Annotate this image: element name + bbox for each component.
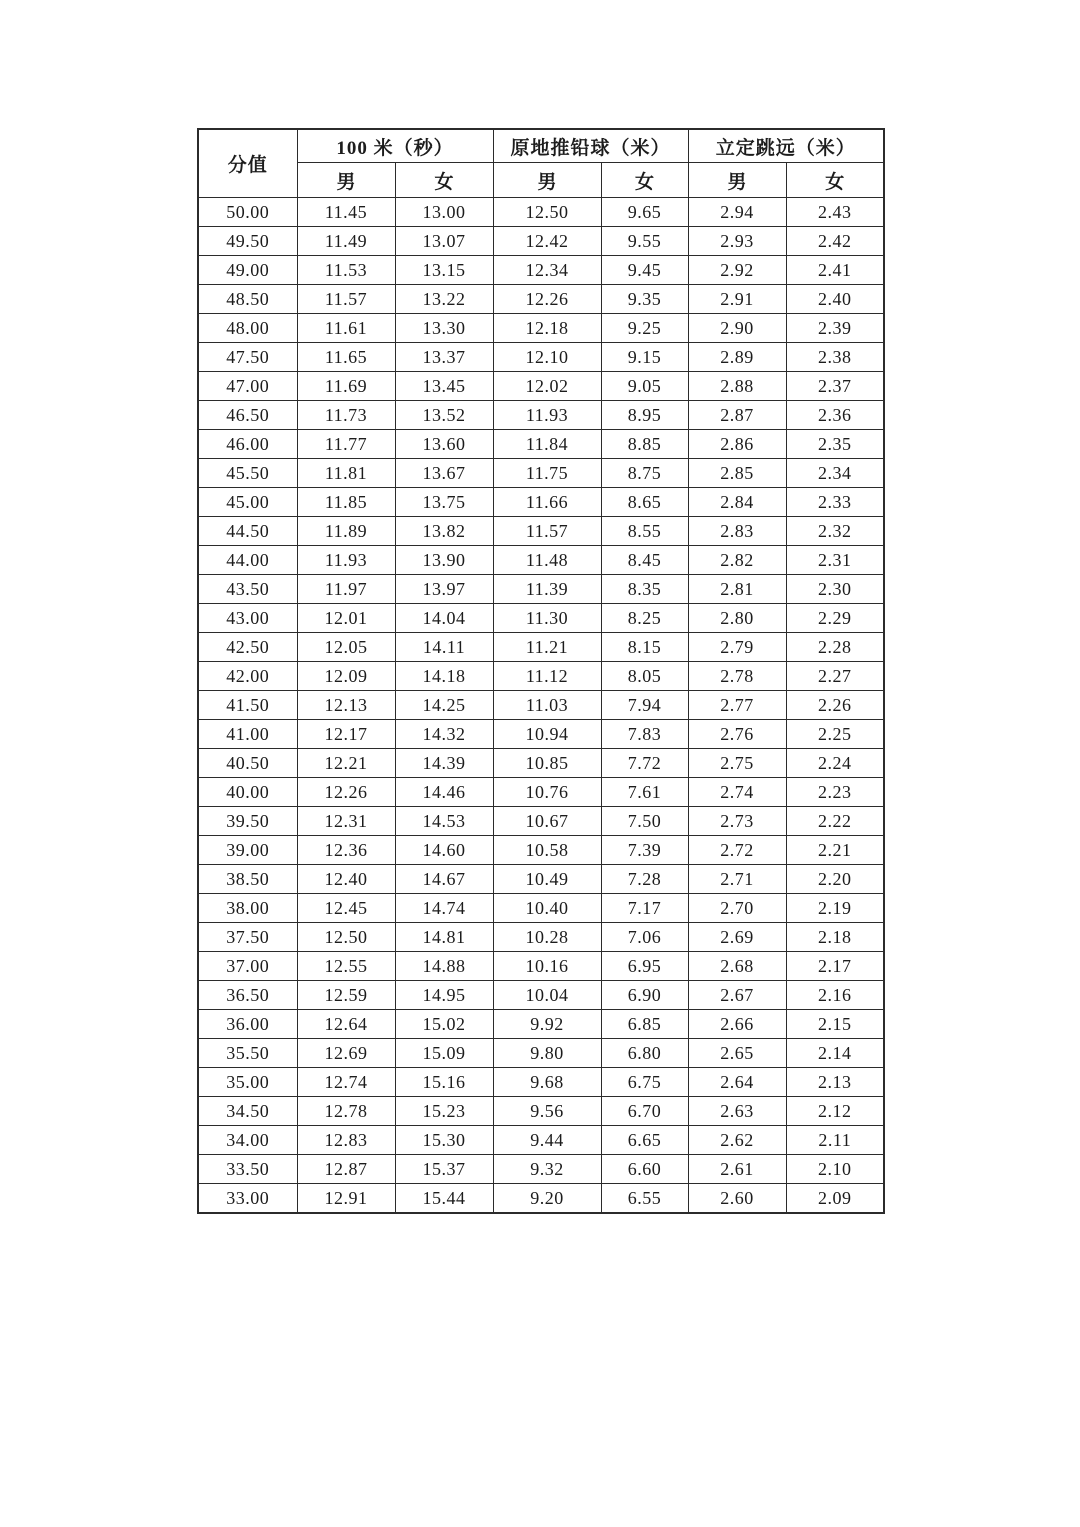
- value-cell: 15.44: [395, 1184, 493, 1214]
- value-cell: 2.86: [688, 430, 786, 459]
- score-cell: 33.50: [198, 1155, 297, 1184]
- value-cell: 2.42: [786, 227, 884, 256]
- value-cell: 2.20: [786, 865, 884, 894]
- value-cell: 13.07: [395, 227, 493, 256]
- value-cell: 11.75: [493, 459, 601, 488]
- value-cell: 12.26: [493, 285, 601, 314]
- value-cell: 2.25: [786, 720, 884, 749]
- value-cell: 11.77: [297, 430, 395, 459]
- value-cell: 6.80: [601, 1039, 688, 1068]
- value-cell: 12.83: [297, 1126, 395, 1155]
- value-cell: 12.42: [493, 227, 601, 256]
- table-row: [198, 604, 884, 633]
- score-cell: 43.50: [198, 575, 297, 604]
- value-cell: 12.05: [297, 633, 395, 662]
- value-cell: 9.65: [601, 198, 688, 227]
- value-cell: 8.55: [601, 517, 688, 546]
- value-cell: 10.67: [493, 807, 601, 836]
- score-cell: 47.50: [198, 343, 297, 372]
- value-cell: 2.90: [688, 314, 786, 343]
- value-cell: 11.03: [493, 691, 601, 720]
- value-cell: 12.91: [297, 1184, 395, 1214]
- value-cell: 9.15: [601, 343, 688, 372]
- value-cell: 2.27: [786, 662, 884, 691]
- value-cell: 2.82: [688, 546, 786, 575]
- score-cell: 34.00: [198, 1126, 297, 1155]
- table-row: [198, 517, 884, 546]
- score-cell: 42.00: [198, 662, 297, 691]
- value-cell: 10.40: [493, 894, 601, 923]
- value-cell: 2.23: [786, 778, 884, 807]
- value-cell: 12.13: [297, 691, 395, 720]
- score-cell: 36.00: [198, 1010, 297, 1039]
- value-cell: 8.75: [601, 459, 688, 488]
- value-cell: 7.83: [601, 720, 688, 749]
- value-cell: 14.67: [395, 865, 493, 894]
- value-cell: 2.10: [786, 1155, 884, 1184]
- value-cell: 2.79: [688, 633, 786, 662]
- value-cell: 7.50: [601, 807, 688, 836]
- score-cell: 38.50: [198, 865, 297, 894]
- value-cell: 2.14: [786, 1039, 884, 1068]
- score-cell: 41.50: [198, 691, 297, 720]
- value-cell: 2.13: [786, 1068, 884, 1097]
- value-cell: 2.77: [688, 691, 786, 720]
- table-row: [198, 285, 884, 314]
- value-cell: 13.52: [395, 401, 493, 430]
- value-cell: 6.60: [601, 1155, 688, 1184]
- table-row: [198, 1068, 884, 1097]
- value-cell: 2.12: [786, 1097, 884, 1126]
- value-cell: 13.97: [395, 575, 493, 604]
- score-cell: 49.50: [198, 227, 297, 256]
- table-row: [198, 1010, 884, 1039]
- value-cell: 13.15: [395, 256, 493, 285]
- value-cell: 13.37: [395, 343, 493, 372]
- header-longjump-female: 女: [786, 163, 884, 198]
- score-cell: 43.00: [198, 604, 297, 633]
- value-cell: 14.32: [395, 720, 493, 749]
- value-cell: 12.55: [297, 952, 395, 981]
- value-cell: 9.45: [601, 256, 688, 285]
- score-cell: 40.50: [198, 749, 297, 778]
- value-cell: 9.35: [601, 285, 688, 314]
- value-cell: 2.22: [786, 807, 884, 836]
- value-cell: 2.73: [688, 807, 786, 836]
- value-cell: 2.71: [688, 865, 786, 894]
- value-cell: 2.21: [786, 836, 884, 865]
- value-cell: 12.36: [297, 836, 395, 865]
- score-cell: 39.50: [198, 807, 297, 836]
- table-row: [198, 227, 884, 256]
- table-row: [198, 981, 884, 1010]
- value-cell: 2.41: [786, 256, 884, 285]
- value-cell: 10.28: [493, 923, 601, 952]
- value-cell: 6.85: [601, 1010, 688, 1039]
- header-100m-male: 男: [297, 163, 395, 198]
- value-cell: 9.05: [601, 372, 688, 401]
- value-cell: 8.35: [601, 575, 688, 604]
- score-cell: 41.00: [198, 720, 297, 749]
- value-cell: 13.67: [395, 459, 493, 488]
- value-cell: 13.75: [395, 488, 493, 517]
- score-cell: 34.50: [198, 1097, 297, 1126]
- table-row: [198, 691, 884, 720]
- table-row: [198, 459, 884, 488]
- value-cell: 2.31: [786, 546, 884, 575]
- value-cell: 2.68: [688, 952, 786, 981]
- value-cell: 13.22: [395, 285, 493, 314]
- value-cell: 12.50: [493, 198, 601, 227]
- value-cell: 2.33: [786, 488, 884, 517]
- value-cell: 8.85: [601, 430, 688, 459]
- value-cell: 2.75: [688, 749, 786, 778]
- value-cell: 2.40: [786, 285, 884, 314]
- value-cell: 2.09: [786, 1184, 884, 1214]
- value-cell: 11.57: [493, 517, 601, 546]
- value-cell: 11.73: [297, 401, 395, 430]
- value-cell: 11.81: [297, 459, 395, 488]
- value-cell: 2.92: [688, 256, 786, 285]
- value-cell: 6.65: [601, 1126, 688, 1155]
- value-cell: 10.04: [493, 981, 601, 1010]
- value-cell: 7.39: [601, 836, 688, 865]
- table-row: [198, 952, 884, 981]
- header-longjump-male: 男: [688, 163, 786, 198]
- value-cell: 2.26: [786, 691, 884, 720]
- value-cell: 12.78: [297, 1097, 395, 1126]
- value-cell: 14.74: [395, 894, 493, 923]
- table-row: [198, 343, 884, 372]
- value-cell: 2.16: [786, 981, 884, 1010]
- value-cell: 15.16: [395, 1068, 493, 1097]
- value-cell: 2.17: [786, 952, 884, 981]
- value-cell: 7.61: [601, 778, 688, 807]
- header-sub-row: [198, 163, 884, 198]
- value-cell: 2.63: [688, 1097, 786, 1126]
- value-cell: 11.65: [297, 343, 395, 372]
- value-cell: 14.18: [395, 662, 493, 691]
- value-cell: 12.10: [493, 343, 601, 372]
- score-cell: 47.00: [198, 372, 297, 401]
- score-cell: 50.00: [198, 198, 297, 227]
- value-cell: 9.32: [493, 1155, 601, 1184]
- score-cell: 45.00: [198, 488, 297, 517]
- value-cell: 8.45: [601, 546, 688, 575]
- value-cell: 7.28: [601, 865, 688, 894]
- score-cell: 46.50: [198, 401, 297, 430]
- value-cell: 11.89: [297, 517, 395, 546]
- value-cell: 2.32: [786, 517, 884, 546]
- value-cell: 6.95: [601, 952, 688, 981]
- table-body: [198, 198, 884, 1214]
- value-cell: 11.93: [297, 546, 395, 575]
- table-row: [198, 749, 884, 778]
- table-row: [198, 894, 884, 923]
- value-cell: 2.88: [688, 372, 786, 401]
- value-cell: 12.64: [297, 1010, 395, 1039]
- value-cell: 7.06: [601, 923, 688, 952]
- value-cell: 10.76: [493, 778, 601, 807]
- value-cell: 9.92: [493, 1010, 601, 1039]
- value-cell: 11.66: [493, 488, 601, 517]
- value-cell: 9.25: [601, 314, 688, 343]
- value-cell: 10.58: [493, 836, 601, 865]
- value-cell: 2.74: [688, 778, 786, 807]
- value-cell: 2.80: [688, 604, 786, 633]
- value-cell: 11.49: [297, 227, 395, 256]
- value-cell: 2.39: [786, 314, 884, 343]
- score-cell: 33.00: [198, 1184, 297, 1214]
- value-cell: 11.12: [493, 662, 601, 691]
- value-cell: 7.17: [601, 894, 688, 923]
- score-cell: 39.00: [198, 836, 297, 865]
- value-cell: 12.59: [297, 981, 395, 1010]
- table-row: [198, 633, 884, 662]
- value-cell: 2.60: [688, 1184, 786, 1214]
- value-cell: 2.72: [688, 836, 786, 865]
- value-cell: 2.70: [688, 894, 786, 923]
- value-cell: 6.55: [601, 1184, 688, 1214]
- score-cell: 40.00: [198, 778, 297, 807]
- score-cell: 42.50: [198, 633, 297, 662]
- header-group-row: [198, 129, 884, 163]
- value-cell: 14.81: [395, 923, 493, 952]
- table-row: [198, 546, 884, 575]
- score-cell: 37.00: [198, 952, 297, 981]
- header-100m-female: 女: [395, 163, 493, 198]
- value-cell: 13.30: [395, 314, 493, 343]
- score-cell: 48.00: [198, 314, 297, 343]
- value-cell: 2.18: [786, 923, 884, 952]
- value-cell: 13.45: [395, 372, 493, 401]
- value-cell: 10.85: [493, 749, 601, 778]
- value-cell: 2.64: [688, 1068, 786, 1097]
- value-cell: 2.62: [688, 1126, 786, 1155]
- value-cell: 2.35: [786, 430, 884, 459]
- table-row: [198, 372, 884, 401]
- value-cell: 14.95: [395, 981, 493, 1010]
- value-cell: 12.31: [297, 807, 395, 836]
- value-cell: 15.09: [395, 1039, 493, 1068]
- value-cell: 13.60: [395, 430, 493, 459]
- value-cell: 14.25: [395, 691, 493, 720]
- value-cell: 11.39: [493, 575, 601, 604]
- table-row: [198, 662, 884, 691]
- value-cell: 11.84: [493, 430, 601, 459]
- score-cell: 35.50: [198, 1039, 297, 1068]
- value-cell: 14.39: [395, 749, 493, 778]
- value-cell: 6.90: [601, 981, 688, 1010]
- value-cell: 2.43: [786, 198, 884, 227]
- table-row: [198, 314, 884, 343]
- header-100m: 100 米（秒）: [297, 129, 493, 163]
- table-row: [198, 575, 884, 604]
- table-row: [198, 923, 884, 952]
- value-cell: 15.23: [395, 1097, 493, 1126]
- value-cell: 2.89: [688, 343, 786, 372]
- table-row: [198, 488, 884, 517]
- table-row: [198, 836, 884, 865]
- value-cell: 12.17: [297, 720, 395, 749]
- score-cell: 44.00: [198, 546, 297, 575]
- value-cell: 2.28: [786, 633, 884, 662]
- value-cell: 9.68: [493, 1068, 601, 1097]
- table-row: [198, 865, 884, 894]
- value-cell: 12.21: [297, 749, 395, 778]
- value-cell: 12.74: [297, 1068, 395, 1097]
- table-row: [198, 1039, 884, 1068]
- table-row: [198, 1184, 884, 1214]
- value-cell: 2.87: [688, 401, 786, 430]
- value-cell: 2.76: [688, 720, 786, 749]
- value-cell: 11.97: [297, 575, 395, 604]
- value-cell: 8.95: [601, 401, 688, 430]
- value-cell: 2.66: [688, 1010, 786, 1039]
- value-cell: 15.37: [395, 1155, 493, 1184]
- header-shotput-male: 男: [493, 163, 601, 198]
- table-row: [198, 256, 884, 285]
- header-shotput: 原地推铅球（米）: [493, 129, 688, 163]
- value-cell: 12.34: [493, 256, 601, 285]
- value-cell: 11.30: [493, 604, 601, 633]
- value-cell: 8.15: [601, 633, 688, 662]
- score-cell: 46.00: [198, 430, 297, 459]
- value-cell: 2.24: [786, 749, 884, 778]
- value-cell: 2.69: [688, 923, 786, 952]
- value-cell: 7.94: [601, 691, 688, 720]
- value-cell: 11.85: [297, 488, 395, 517]
- value-cell: 12.87: [297, 1155, 395, 1184]
- value-cell: 13.00: [395, 198, 493, 227]
- value-cell: 6.75: [601, 1068, 688, 1097]
- table-row: [198, 1126, 884, 1155]
- value-cell: 15.02: [395, 1010, 493, 1039]
- value-cell: 7.72: [601, 749, 688, 778]
- value-cell: 11.45: [297, 198, 395, 227]
- value-cell: 14.60: [395, 836, 493, 865]
- value-cell: 12.40: [297, 865, 395, 894]
- value-cell: 9.55: [601, 227, 688, 256]
- score-cell: 45.50: [198, 459, 297, 488]
- score-cell: 35.00: [198, 1068, 297, 1097]
- value-cell: 2.83: [688, 517, 786, 546]
- value-cell: 11.53: [297, 256, 395, 285]
- value-cell: 12.69: [297, 1039, 395, 1068]
- value-cell: 11.61: [297, 314, 395, 343]
- value-cell: 2.94: [688, 198, 786, 227]
- table-row: [198, 720, 884, 749]
- value-cell: 2.29: [786, 604, 884, 633]
- value-cell: 10.94: [493, 720, 601, 749]
- value-cell: 8.05: [601, 662, 688, 691]
- value-cell: 2.19: [786, 894, 884, 923]
- value-cell: 14.88: [395, 952, 493, 981]
- value-cell: 2.78: [688, 662, 786, 691]
- value-cell: 12.45: [297, 894, 395, 923]
- value-cell: 14.53: [395, 807, 493, 836]
- table-row: [198, 1155, 884, 1184]
- value-cell: 2.91: [688, 285, 786, 314]
- table-row: [198, 430, 884, 459]
- value-cell: 12.09: [297, 662, 395, 691]
- value-cell: 2.38: [786, 343, 884, 372]
- value-cell: 11.57: [297, 285, 395, 314]
- score-table: [197, 128, 885, 1214]
- value-cell: 14.04: [395, 604, 493, 633]
- header-longjump: 立定跳远（米）: [688, 129, 884, 163]
- value-cell: 8.25: [601, 604, 688, 633]
- value-cell: 13.90: [395, 546, 493, 575]
- value-cell: 15.30: [395, 1126, 493, 1155]
- value-cell: 6.70: [601, 1097, 688, 1126]
- value-cell: 2.11: [786, 1126, 884, 1155]
- value-cell: 11.93: [493, 401, 601, 430]
- value-cell: 2.67: [688, 981, 786, 1010]
- value-cell: 2.65: [688, 1039, 786, 1068]
- value-cell: 2.84: [688, 488, 786, 517]
- value-cell: 12.18: [493, 314, 601, 343]
- header-shotput-female: 女: [601, 163, 688, 198]
- value-cell: 12.01: [297, 604, 395, 633]
- score-cell: 38.00: [198, 894, 297, 923]
- value-cell: 2.34: [786, 459, 884, 488]
- value-cell: 2.30: [786, 575, 884, 604]
- score-cell: 36.50: [198, 981, 297, 1010]
- header-score: 分值: [198, 129, 297, 198]
- value-cell: 12.02: [493, 372, 601, 401]
- value-cell: 14.46: [395, 778, 493, 807]
- table-row: [198, 401, 884, 430]
- value-cell: 2.37: [786, 372, 884, 401]
- score-cell: 44.50: [198, 517, 297, 546]
- value-cell: 11.21: [493, 633, 601, 662]
- score-cell: 37.50: [198, 923, 297, 952]
- table-row: [198, 198, 884, 227]
- value-cell: 10.49: [493, 865, 601, 894]
- value-cell: 10.16: [493, 952, 601, 981]
- value-cell: 13.82: [395, 517, 493, 546]
- value-cell: 2.15: [786, 1010, 884, 1039]
- value-cell: 8.65: [601, 488, 688, 517]
- value-cell: 2.93: [688, 227, 786, 256]
- value-cell: 12.26: [297, 778, 395, 807]
- value-cell: 2.36: [786, 401, 884, 430]
- value-cell: 11.48: [493, 546, 601, 575]
- score-cell: 48.50: [198, 285, 297, 314]
- value-cell: 2.85: [688, 459, 786, 488]
- score-cell: 49.00: [198, 256, 297, 285]
- value-cell: 2.61: [688, 1155, 786, 1184]
- value-cell: 12.50: [297, 923, 395, 952]
- table-row: [198, 807, 884, 836]
- value-cell: 11.69: [297, 372, 395, 401]
- value-cell: 9.56: [493, 1097, 601, 1126]
- value-cell: 9.80: [493, 1039, 601, 1068]
- value-cell: 9.44: [493, 1126, 601, 1155]
- value-cell: 2.81: [688, 575, 786, 604]
- value-cell: 14.11: [395, 633, 493, 662]
- table-row: [198, 1097, 884, 1126]
- table-row: [198, 778, 884, 807]
- value-cell: 9.20: [493, 1184, 601, 1214]
